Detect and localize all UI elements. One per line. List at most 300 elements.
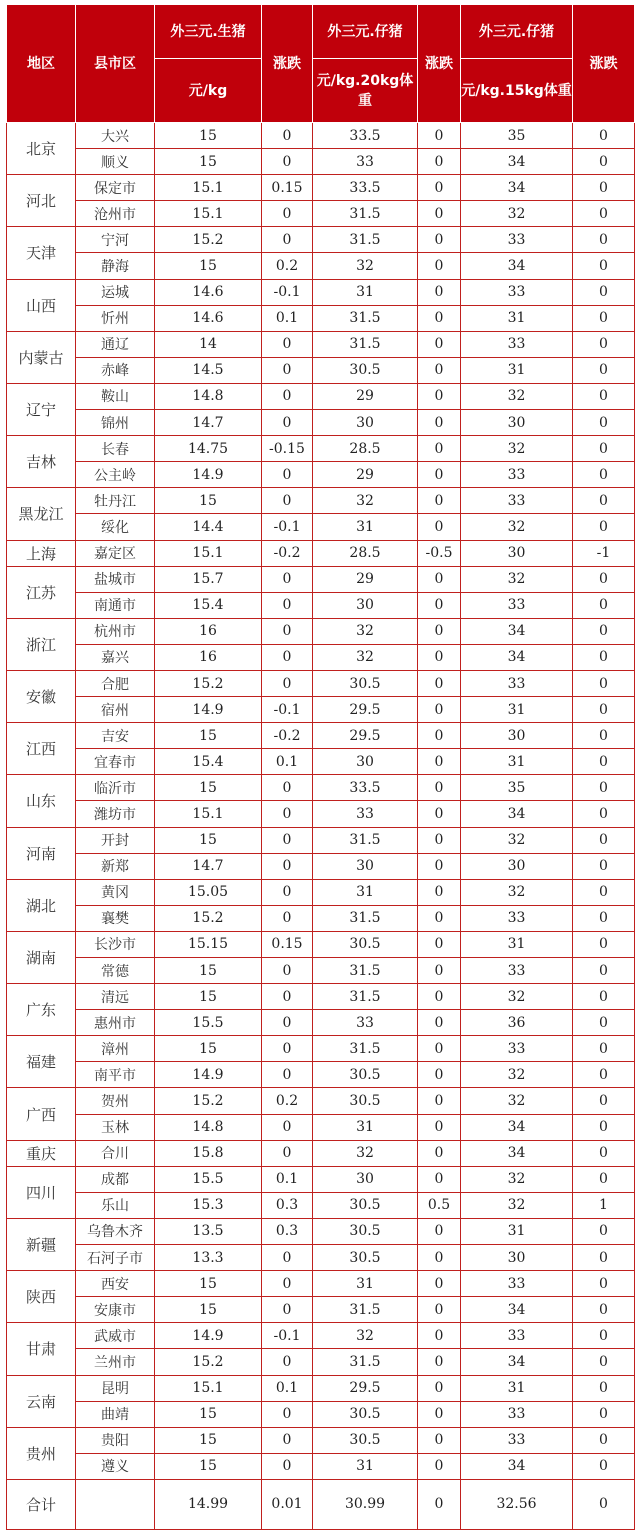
piglet-20kg-change-cell: 0 xyxy=(418,123,461,149)
piglet-15kg-price-cell: 34 xyxy=(461,1453,573,1479)
table-row xyxy=(7,201,635,227)
piglet-15kg-price-cell: 33 xyxy=(461,462,573,488)
piglet-15kg-price-cell: 30 xyxy=(461,723,573,749)
table-row xyxy=(7,305,635,331)
piglet-20kg-change-cell: 0 xyxy=(418,1218,461,1244)
table-row xyxy=(7,1323,635,1349)
piglet-15kg-change-cell: 0 xyxy=(573,1401,635,1427)
live-change-cell: 0 xyxy=(262,984,313,1010)
live-change-cell: 0 xyxy=(262,410,313,436)
city-cell: 乐山 xyxy=(76,1192,155,1218)
live-change-cell: 0 xyxy=(262,201,313,227)
piglet-15kg-price-cell: 30 xyxy=(461,853,573,879)
piglet-20kg-price-cell: 31 xyxy=(313,879,418,905)
piglet-20kg-change-cell: 0 xyxy=(418,201,461,227)
piglet-20kg-price-cell: 29 xyxy=(313,462,418,488)
live-change-cell: 0 xyxy=(262,1036,313,1062)
live-price-cell: 14.9 xyxy=(155,462,262,488)
total-label: 合计 xyxy=(7,1479,76,1529)
piglet-20kg-price-cell: 30 xyxy=(313,1166,418,1192)
piglet-20kg-price-cell: 31.5 xyxy=(313,1036,418,1062)
live-change-cell: 0 xyxy=(262,566,313,592)
piglet-20kg-change-cell: 0 xyxy=(418,1427,461,1453)
piglet-15kg-change-cell: 0 xyxy=(573,279,635,305)
piglet-15kg-change-cell: 0 xyxy=(573,775,635,801)
piglet-15kg-price-cell: 32 xyxy=(461,436,573,462)
piglet-20kg-change-cell: 0 xyxy=(418,723,461,749)
table-row xyxy=(7,1297,635,1323)
region-cell: 新疆 xyxy=(7,1218,76,1270)
live-price-cell: 14.7 xyxy=(155,410,262,436)
piglet-15kg-price-cell: 34 xyxy=(461,618,573,644)
live-change-cell: 0 xyxy=(262,958,313,984)
header-county: 县市区 xyxy=(76,5,155,123)
live-price-cell: 13.3 xyxy=(155,1245,262,1271)
live-price-cell: 15 xyxy=(155,984,262,1010)
piglet-20kg-change-cell: 0 xyxy=(418,566,461,592)
city-cell: 开封 xyxy=(76,827,155,853)
piglet-20kg-change-cell: 0 xyxy=(418,383,461,409)
live-change-cell: -0.2 xyxy=(262,723,313,749)
live-change-cell: 0 xyxy=(262,879,313,905)
live-change-cell: 0 xyxy=(262,1245,313,1271)
piglet-20kg-price-cell: 30.5 xyxy=(313,1245,418,1271)
region-cell: 上海 xyxy=(7,540,76,566)
live-price-cell: 15.5 xyxy=(155,1166,262,1192)
piglet-15kg-change-cell: 0 xyxy=(573,1036,635,1062)
piglet-20kg-price-cell: 31.5 xyxy=(313,1349,418,1375)
table-row xyxy=(7,357,635,383)
table-row xyxy=(7,1427,635,1453)
city-cell: 赤峰 xyxy=(76,357,155,383)
table-row xyxy=(7,1062,635,1088)
piglet-15kg-change-cell: -1 xyxy=(573,540,635,566)
live-price-cell: 15 xyxy=(155,827,262,853)
table-row xyxy=(7,383,635,409)
piglet-20kg-price-cell: 31 xyxy=(313,279,418,305)
live-change-cell: 0.2 xyxy=(262,253,313,279)
piglet-15kg-change-cell: 0 xyxy=(573,1297,635,1323)
live-price-cell: 15.1 xyxy=(155,175,262,201)
table-row xyxy=(7,1218,635,1244)
region-cell: 安徽 xyxy=(7,670,76,722)
live-price-cell: 14.75 xyxy=(155,436,262,462)
live-change-cell: 0 xyxy=(262,827,313,853)
piglet-15kg-price-cell: 31 xyxy=(461,357,573,383)
region-cell: 江西 xyxy=(7,723,76,775)
header-change-live: 涨跌 xyxy=(262,5,313,123)
city-cell: 玉林 xyxy=(76,1114,155,1140)
piglet-20kg-change-cell: 0 xyxy=(418,618,461,644)
live-change-cell: 0 xyxy=(262,801,313,827)
piglet-15kg-change-cell: 0 xyxy=(573,488,635,514)
table-row xyxy=(7,1010,635,1036)
piglet-15kg-change-cell: 0 xyxy=(573,1271,635,1297)
region-cell: 湖北 xyxy=(7,879,76,931)
piglet-20kg-price-cell: 33.5 xyxy=(313,775,418,801)
city-cell: 潍坊市 xyxy=(76,801,155,827)
live-price-cell: 15 xyxy=(155,775,262,801)
live-price-cell: 13.5 xyxy=(155,1218,262,1244)
piglet-15kg-change-cell: 0 xyxy=(573,227,635,253)
piglet-15kg-price-cell: 33 xyxy=(461,958,573,984)
table-row xyxy=(7,1453,635,1479)
piglet-15kg-change-cell: 1 xyxy=(573,1192,635,1218)
live-price-cell: 15 xyxy=(155,1453,262,1479)
live-change-cell: 0 xyxy=(262,1401,313,1427)
live-price-cell: 15.05 xyxy=(155,879,262,905)
piglet-20kg-price-cell: 32 xyxy=(313,1323,418,1349)
live-change-cell: 0 xyxy=(262,1114,313,1140)
header-group-live-pig: 外三元.生猪 xyxy=(155,5,262,59)
live-price-cell: 15.2 xyxy=(155,905,262,931)
live-change-cell: 0 xyxy=(262,670,313,696)
piglet-20kg-change-cell: 0 xyxy=(418,1375,461,1401)
region-cell: 内蒙古 xyxy=(7,331,76,383)
city-cell: 石河子市 xyxy=(76,1245,155,1271)
piglet-20kg-price-cell: 31.5 xyxy=(313,305,418,331)
city-cell: 临沂市 xyxy=(76,775,155,801)
live-price-cell: 15.15 xyxy=(155,931,262,957)
live-change-cell: 0 xyxy=(262,488,313,514)
piglet-15kg-change-cell: 0 xyxy=(573,514,635,540)
header-unit-piglet-20kg: 元/kg.20kg体重 xyxy=(313,59,418,123)
piglet-15kg-change-cell: 0 xyxy=(573,984,635,1010)
city-cell: 安康市 xyxy=(76,1297,155,1323)
city-cell: 锦州 xyxy=(76,410,155,436)
live-price-cell: 14.8 xyxy=(155,383,262,409)
region-cell: 陕西 xyxy=(7,1271,76,1323)
city-cell: 忻州 xyxy=(76,305,155,331)
region-cell: 山西 xyxy=(7,279,76,331)
live-change-cell: 0 xyxy=(262,592,313,618)
piglet-15kg-price-cell: 33 xyxy=(461,1427,573,1453)
piglet-15kg-price-cell: 30 xyxy=(461,410,573,436)
piglet-15kg-price-cell: 35 xyxy=(461,775,573,801)
table-row xyxy=(7,879,635,905)
piglet-15kg-price-cell: 34 xyxy=(461,253,573,279)
region-cell: 甘肃 xyxy=(7,1323,76,1375)
piglet-20kg-price-cell: 30.5 xyxy=(313,670,418,696)
piglet-20kg-price-cell: 30 xyxy=(313,410,418,436)
piglet-15kg-change-cell: 0 xyxy=(573,853,635,879)
piglet-15kg-change-cell: 0 xyxy=(573,305,635,331)
table-row xyxy=(7,1088,635,1114)
live-change-cell: 0 xyxy=(262,905,313,931)
piglet-15kg-change-cell: 0 xyxy=(573,410,635,436)
piglet-15kg-price-cell: 32 xyxy=(461,1088,573,1114)
live-price-cell: 15.2 xyxy=(155,1349,262,1375)
region-cell: 福建 xyxy=(7,1036,76,1088)
piglet-20kg-change-cell: 0 xyxy=(418,436,461,462)
piglet-15kg-change-cell: 0 xyxy=(573,357,635,383)
region-cell: 湖南 xyxy=(7,931,76,983)
piglet-15kg-change-cell: 0 xyxy=(573,958,635,984)
piglet-15kg-price-cell: 33 xyxy=(461,670,573,696)
city-cell: 杭州市 xyxy=(76,618,155,644)
piglet-15kg-price-cell: 34 xyxy=(461,644,573,670)
region-cell: 山东 xyxy=(7,775,76,827)
table-row xyxy=(7,436,635,462)
piglet-15kg-change-cell: 0 xyxy=(573,1010,635,1036)
city-cell: 顺义 xyxy=(76,149,155,175)
piglet-20kg-price-cell: 31.5 xyxy=(313,331,418,357)
table-row xyxy=(7,749,635,775)
city-cell: 贵阳 xyxy=(76,1427,155,1453)
piglet-15kg-price-cell: 31 xyxy=(461,1218,573,1244)
piglet-20kg-price-cell: 31.5 xyxy=(313,958,418,984)
piglet-15kg-price-cell: 31 xyxy=(461,697,573,723)
city-cell: 宜春市 xyxy=(76,749,155,775)
live-price-cell: 14.9 xyxy=(155,697,262,723)
region-cell: 辽宁 xyxy=(7,383,76,435)
piglet-20kg-price-cell: 28.5 xyxy=(313,436,418,462)
table-row xyxy=(7,905,635,931)
piglet-20kg-price-cell: 32 xyxy=(313,618,418,644)
piglet-20kg-price-cell: 28.5 xyxy=(313,540,418,566)
city-cell: 常德 xyxy=(76,958,155,984)
live-price-cell: 15.2 xyxy=(155,670,262,696)
piglet-20kg-price-cell: 29 xyxy=(313,566,418,592)
piglet-15kg-price-cell: 33 xyxy=(461,227,573,253)
piglet-20kg-change-cell: 0 xyxy=(418,253,461,279)
city-cell: 贺州 xyxy=(76,1088,155,1114)
piglet-15kg-price-cell: 34 xyxy=(461,149,573,175)
table-row xyxy=(7,775,635,801)
city-cell: 嘉兴 xyxy=(76,644,155,670)
table-row xyxy=(7,175,635,201)
table-row xyxy=(7,123,635,149)
piglet-15kg-change-cell: 0 xyxy=(573,1349,635,1375)
header-change-piglet-20kg: 涨跌 xyxy=(418,5,461,123)
live-change-cell: -0.1 xyxy=(262,279,313,305)
piglet-15kg-change-cell: 0 xyxy=(573,1088,635,1114)
live-change-cell: 0 xyxy=(262,775,313,801)
region-cell: 天津 xyxy=(7,227,76,279)
live-change-cell: 0 xyxy=(262,1453,313,1479)
live-change-cell: 0 xyxy=(262,1271,313,1297)
table-row xyxy=(7,670,635,696)
piglet-15kg-change-cell: 0 xyxy=(573,827,635,853)
piglet-20kg-change-cell: 0 xyxy=(418,1088,461,1114)
piglet-15kg-price-cell: 34 xyxy=(461,1140,573,1166)
header-region: 地区 xyxy=(7,5,76,123)
region-cell: 四川 xyxy=(7,1166,76,1218)
total-live-price: 14.99 xyxy=(155,1479,262,1529)
live-price-cell: 15 xyxy=(155,958,262,984)
piglet-20kg-change-cell: 0 xyxy=(418,1062,461,1088)
piglet-15kg-change-cell: 0 xyxy=(573,618,635,644)
table-row xyxy=(7,1192,635,1218)
piglet-20kg-price-cell: 30.5 xyxy=(313,1088,418,1114)
live-change-cell: 0 xyxy=(262,123,313,149)
piglet-15kg-change-cell: 0 xyxy=(573,697,635,723)
live-price-cell: 15 xyxy=(155,723,262,749)
piglet-20kg-price-cell: 31.5 xyxy=(313,905,418,931)
piglet-20kg-change-cell: 0 xyxy=(418,1349,461,1375)
piglet-20kg-price-cell: 31.5 xyxy=(313,827,418,853)
piglet-20kg-change-cell: 0.5 xyxy=(418,1192,461,1218)
live-price-cell: 15.3 xyxy=(155,1192,262,1218)
region-cell: 吉林 xyxy=(7,436,76,488)
piglet-15kg-price-cell: 34 xyxy=(461,801,573,827)
live-price-cell: 15.1 xyxy=(155,540,262,566)
piglet-20kg-change-cell: 0 xyxy=(418,1140,461,1166)
live-change-cell: 0 xyxy=(262,383,313,409)
price-table-container xyxy=(6,4,634,1530)
live-price-cell: 15.1 xyxy=(155,1375,262,1401)
city-cell: 合肥 xyxy=(76,670,155,696)
total-live-change: 0.01 xyxy=(262,1479,313,1529)
city-cell: 静海 xyxy=(76,253,155,279)
live-price-cell: 16 xyxy=(155,644,262,670)
piglet-15kg-change-cell: 0 xyxy=(573,123,635,149)
live-change-cell: 0 xyxy=(262,853,313,879)
city-cell: 新郑 xyxy=(76,853,155,879)
live-price-cell: 15 xyxy=(155,1297,262,1323)
piglet-15kg-price-cell: 31 xyxy=(461,305,573,331)
live-price-cell: 15 xyxy=(155,1427,262,1453)
piglet-15kg-change-cell: 0 xyxy=(573,1166,635,1192)
live-price-cell: 15.2 xyxy=(155,1088,262,1114)
piglet-15kg-change-cell: 0 xyxy=(573,905,635,931)
piglet-15kg-price-cell: 33 xyxy=(461,905,573,931)
piglet-20kg-price-cell: 29.5 xyxy=(313,1375,418,1401)
piglet-20kg-price-cell: 30 xyxy=(313,749,418,775)
live-price-cell: 14.8 xyxy=(155,1114,262,1140)
live-change-cell: -0.1 xyxy=(262,1323,313,1349)
city-cell: 通辽 xyxy=(76,331,155,357)
piglet-15kg-change-cell: 0 xyxy=(573,749,635,775)
live-price-cell: 14.5 xyxy=(155,357,262,383)
piglet-15kg-change-cell: 0 xyxy=(573,436,635,462)
live-change-cell: 0 xyxy=(262,1140,313,1166)
city-cell: 兰州市 xyxy=(76,1349,155,1375)
piglet-15kg-change-cell: 0 xyxy=(573,1062,635,1088)
table-row xyxy=(7,931,635,957)
piglet-20kg-change-cell: 0 xyxy=(418,592,461,618)
table-row xyxy=(7,1036,635,1062)
piglet-15kg-price-cell: 33 xyxy=(461,1401,573,1427)
piglet-20kg-change-cell: 0 xyxy=(418,1245,461,1271)
piglet-15kg-price-cell: 31 xyxy=(461,749,573,775)
city-cell: 清远 xyxy=(76,984,155,1010)
piglet-20kg-change-cell: 0 xyxy=(418,670,461,696)
table-row xyxy=(7,801,635,827)
table-row xyxy=(7,410,635,436)
city-cell: 盐城市 xyxy=(76,566,155,592)
piglet-20kg-change-cell: 0 xyxy=(418,410,461,436)
piglet-15kg-change-cell: 0 xyxy=(573,1375,635,1401)
city-cell: 吉安 xyxy=(76,723,155,749)
piglet-15kg-change-cell: 0 xyxy=(573,931,635,957)
piglet-15kg-price-cell: 32 xyxy=(461,1166,573,1192)
table-row xyxy=(7,592,635,618)
live-price-cell: 15.2 xyxy=(155,227,262,253)
live-change-cell: -0.1 xyxy=(262,697,313,723)
live-change-cell: 0.3 xyxy=(262,1192,313,1218)
live-price-cell: 15.4 xyxy=(155,749,262,775)
piglet-20kg-change-cell: 0 xyxy=(418,749,461,775)
piglet-20kg-change-cell: 0 xyxy=(418,488,461,514)
total-piglet-20kg-price: 30.99 xyxy=(313,1479,418,1529)
city-cell: 西安 xyxy=(76,1271,155,1297)
table-row xyxy=(7,279,635,305)
piglet-20kg-change-cell: 0 xyxy=(418,1297,461,1323)
region-cell: 河南 xyxy=(7,827,76,879)
city-cell: 长春 xyxy=(76,436,155,462)
piglet-20kg-price-cell: 33 xyxy=(313,801,418,827)
region-cell: 北京 xyxy=(7,123,76,175)
table-row xyxy=(7,1349,635,1375)
piglet-15kg-change-cell: 0 xyxy=(573,149,635,175)
piglet-15kg-change-cell: 0 xyxy=(573,566,635,592)
piglet-20kg-change-cell: 0 xyxy=(418,514,461,540)
piglet-20kg-change-cell: 0 xyxy=(418,175,461,201)
table-row xyxy=(7,723,635,749)
piglet-20kg-price-cell: 33 xyxy=(313,149,418,175)
piglet-20kg-change-cell: 0 xyxy=(418,1036,461,1062)
live-price-cell: 15.7 xyxy=(155,566,262,592)
live-change-cell: -0.1 xyxy=(262,514,313,540)
piglet-20kg-change-cell: 0 xyxy=(418,958,461,984)
piglet-20kg-change-cell: 0 xyxy=(418,905,461,931)
live-change-cell: 0 xyxy=(262,331,313,357)
total-row xyxy=(7,1479,635,1529)
header-unit-live-pig: 元/kg xyxy=(155,59,262,123)
piglet-15kg-price-cell: 33 xyxy=(461,331,573,357)
piglet-15kg-price-cell: 33 xyxy=(461,592,573,618)
piglet-15kg-change-cell: 0 xyxy=(573,801,635,827)
piglet-15kg-change-cell: 0 xyxy=(573,1453,635,1479)
piglet-20kg-change-cell: 0 xyxy=(418,331,461,357)
piglet-15kg-price-cell: 32 xyxy=(461,383,573,409)
piglet-20kg-price-cell: 32 xyxy=(313,644,418,670)
city-cell: 运城 xyxy=(76,279,155,305)
table-row xyxy=(7,1401,635,1427)
piglet-20kg-change-cell: -0.5 xyxy=(418,540,461,566)
live-price-cell: 16 xyxy=(155,618,262,644)
region-cell: 贵州 xyxy=(7,1427,76,1479)
piglet-20kg-change-cell: 0 xyxy=(418,644,461,670)
live-price-cell: 14 xyxy=(155,331,262,357)
piglet-20kg-change-cell: 0 xyxy=(418,1453,461,1479)
total-piglet-20kg-change: 0 xyxy=(418,1479,461,1529)
city-cell: 合川 xyxy=(76,1140,155,1166)
table-row xyxy=(7,462,635,488)
header-group-piglet-15kg: 外三元.仔猪 xyxy=(461,5,573,59)
city-cell: 长沙市 xyxy=(76,931,155,957)
city-cell: 惠州市 xyxy=(76,1010,155,1036)
table-row xyxy=(7,540,635,566)
live-price-cell: 14.4 xyxy=(155,514,262,540)
piglet-15kg-price-cell: 32 xyxy=(461,566,573,592)
live-price-cell: 14.6 xyxy=(155,305,262,331)
piglet-20kg-price-cell: 33.5 xyxy=(313,123,418,149)
table-row xyxy=(7,566,635,592)
table-row xyxy=(7,984,635,1010)
city-cell: 宁河 xyxy=(76,227,155,253)
piglet-20kg-change-cell: 0 xyxy=(418,931,461,957)
piglet-20kg-price-cell: 32 xyxy=(313,488,418,514)
city-cell: 漳州 xyxy=(76,1036,155,1062)
piglet-15kg-change-cell: 0 xyxy=(573,644,635,670)
piglet-15kg-price-cell: 31 xyxy=(461,1375,573,1401)
piglet-20kg-price-cell: 30.5 xyxy=(313,1062,418,1088)
live-price-cell: 15.8 xyxy=(155,1140,262,1166)
piglet-20kg-price-cell: 33 xyxy=(313,1010,418,1036)
piglet-20kg-price-cell: 30.5 xyxy=(313,1218,418,1244)
